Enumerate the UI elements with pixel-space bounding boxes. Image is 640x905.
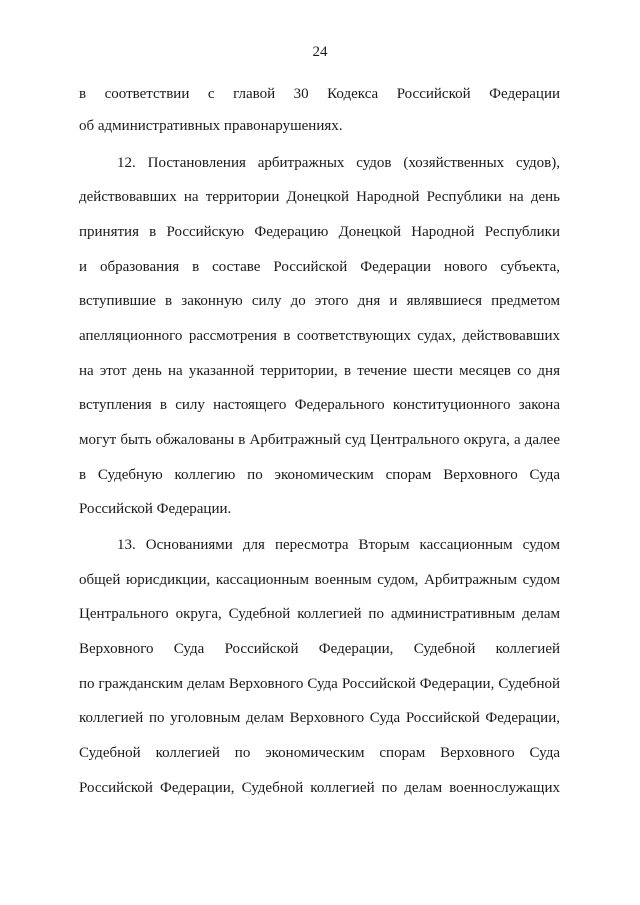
text-line: об административных правонарушениях. (79, 118, 343, 134)
text-line: могут быть обжалованы в Арбитражный суд Центрального округа, а далее (79, 432, 560, 448)
text-line: коллегией по уголовным делам Верховного Суда Российской Федерации, (79, 710, 560, 726)
text-line: Центрального округа, Судебной коллегией по административным делам (79, 606, 560, 622)
text-line: принятия в Российскую Федерацию Донецкой Народной Республики (79, 224, 560, 240)
text-line: Верховного Суда Российской Федерации, Судебной коллегией (79, 641, 560, 657)
page-number: 24 (312, 44, 328, 60)
text-line: вступления в силу настоящего Федерального конституционного закона (79, 397, 560, 413)
text-line: и образования в составе Российской Федерации нового субъекта, (79, 259, 560, 275)
text-line: Российской Федерации. (79, 501, 232, 517)
text-line: Судебной коллегией по экономическим спорам Верховного Суда (79, 745, 560, 761)
text-line: вступившие в законную силу до этого дня и являвшиеся предметом (79, 293, 560, 309)
text-line: в Судебную коллегию по экономическим спорам Верховного Суда (79, 467, 560, 483)
text-line: на этот день на указанной территории, в течение шести месяцев со дня (79, 363, 560, 379)
text-line: Российской Федерации, Судебной коллегией по делам военнослужащих (79, 780, 560, 796)
text-line: действовавших на территории Донецкой Народной Республики на день (79, 189, 560, 205)
text-line: общей юрисдикции, кассационным военным судом, Арбитражным судом (79, 572, 560, 588)
paragraph-12-first-line: 12. Постановления арбитражных судов (хозяйственных судов), (117, 155, 560, 171)
text-line: по гражданским делам Верховного Суда Российской Федерации, Судебной (79, 676, 560, 692)
text-line: апелляционного рассмотрения в соответствующих судах, действовавших (79, 328, 560, 344)
text-line: в соответствии с главой 30 Кодекса Российской Федерации (79, 86, 560, 102)
paragraph-13-first-line: 13. Основаниями для пересмотра Вторым кассационным судом (117, 537, 560, 553)
